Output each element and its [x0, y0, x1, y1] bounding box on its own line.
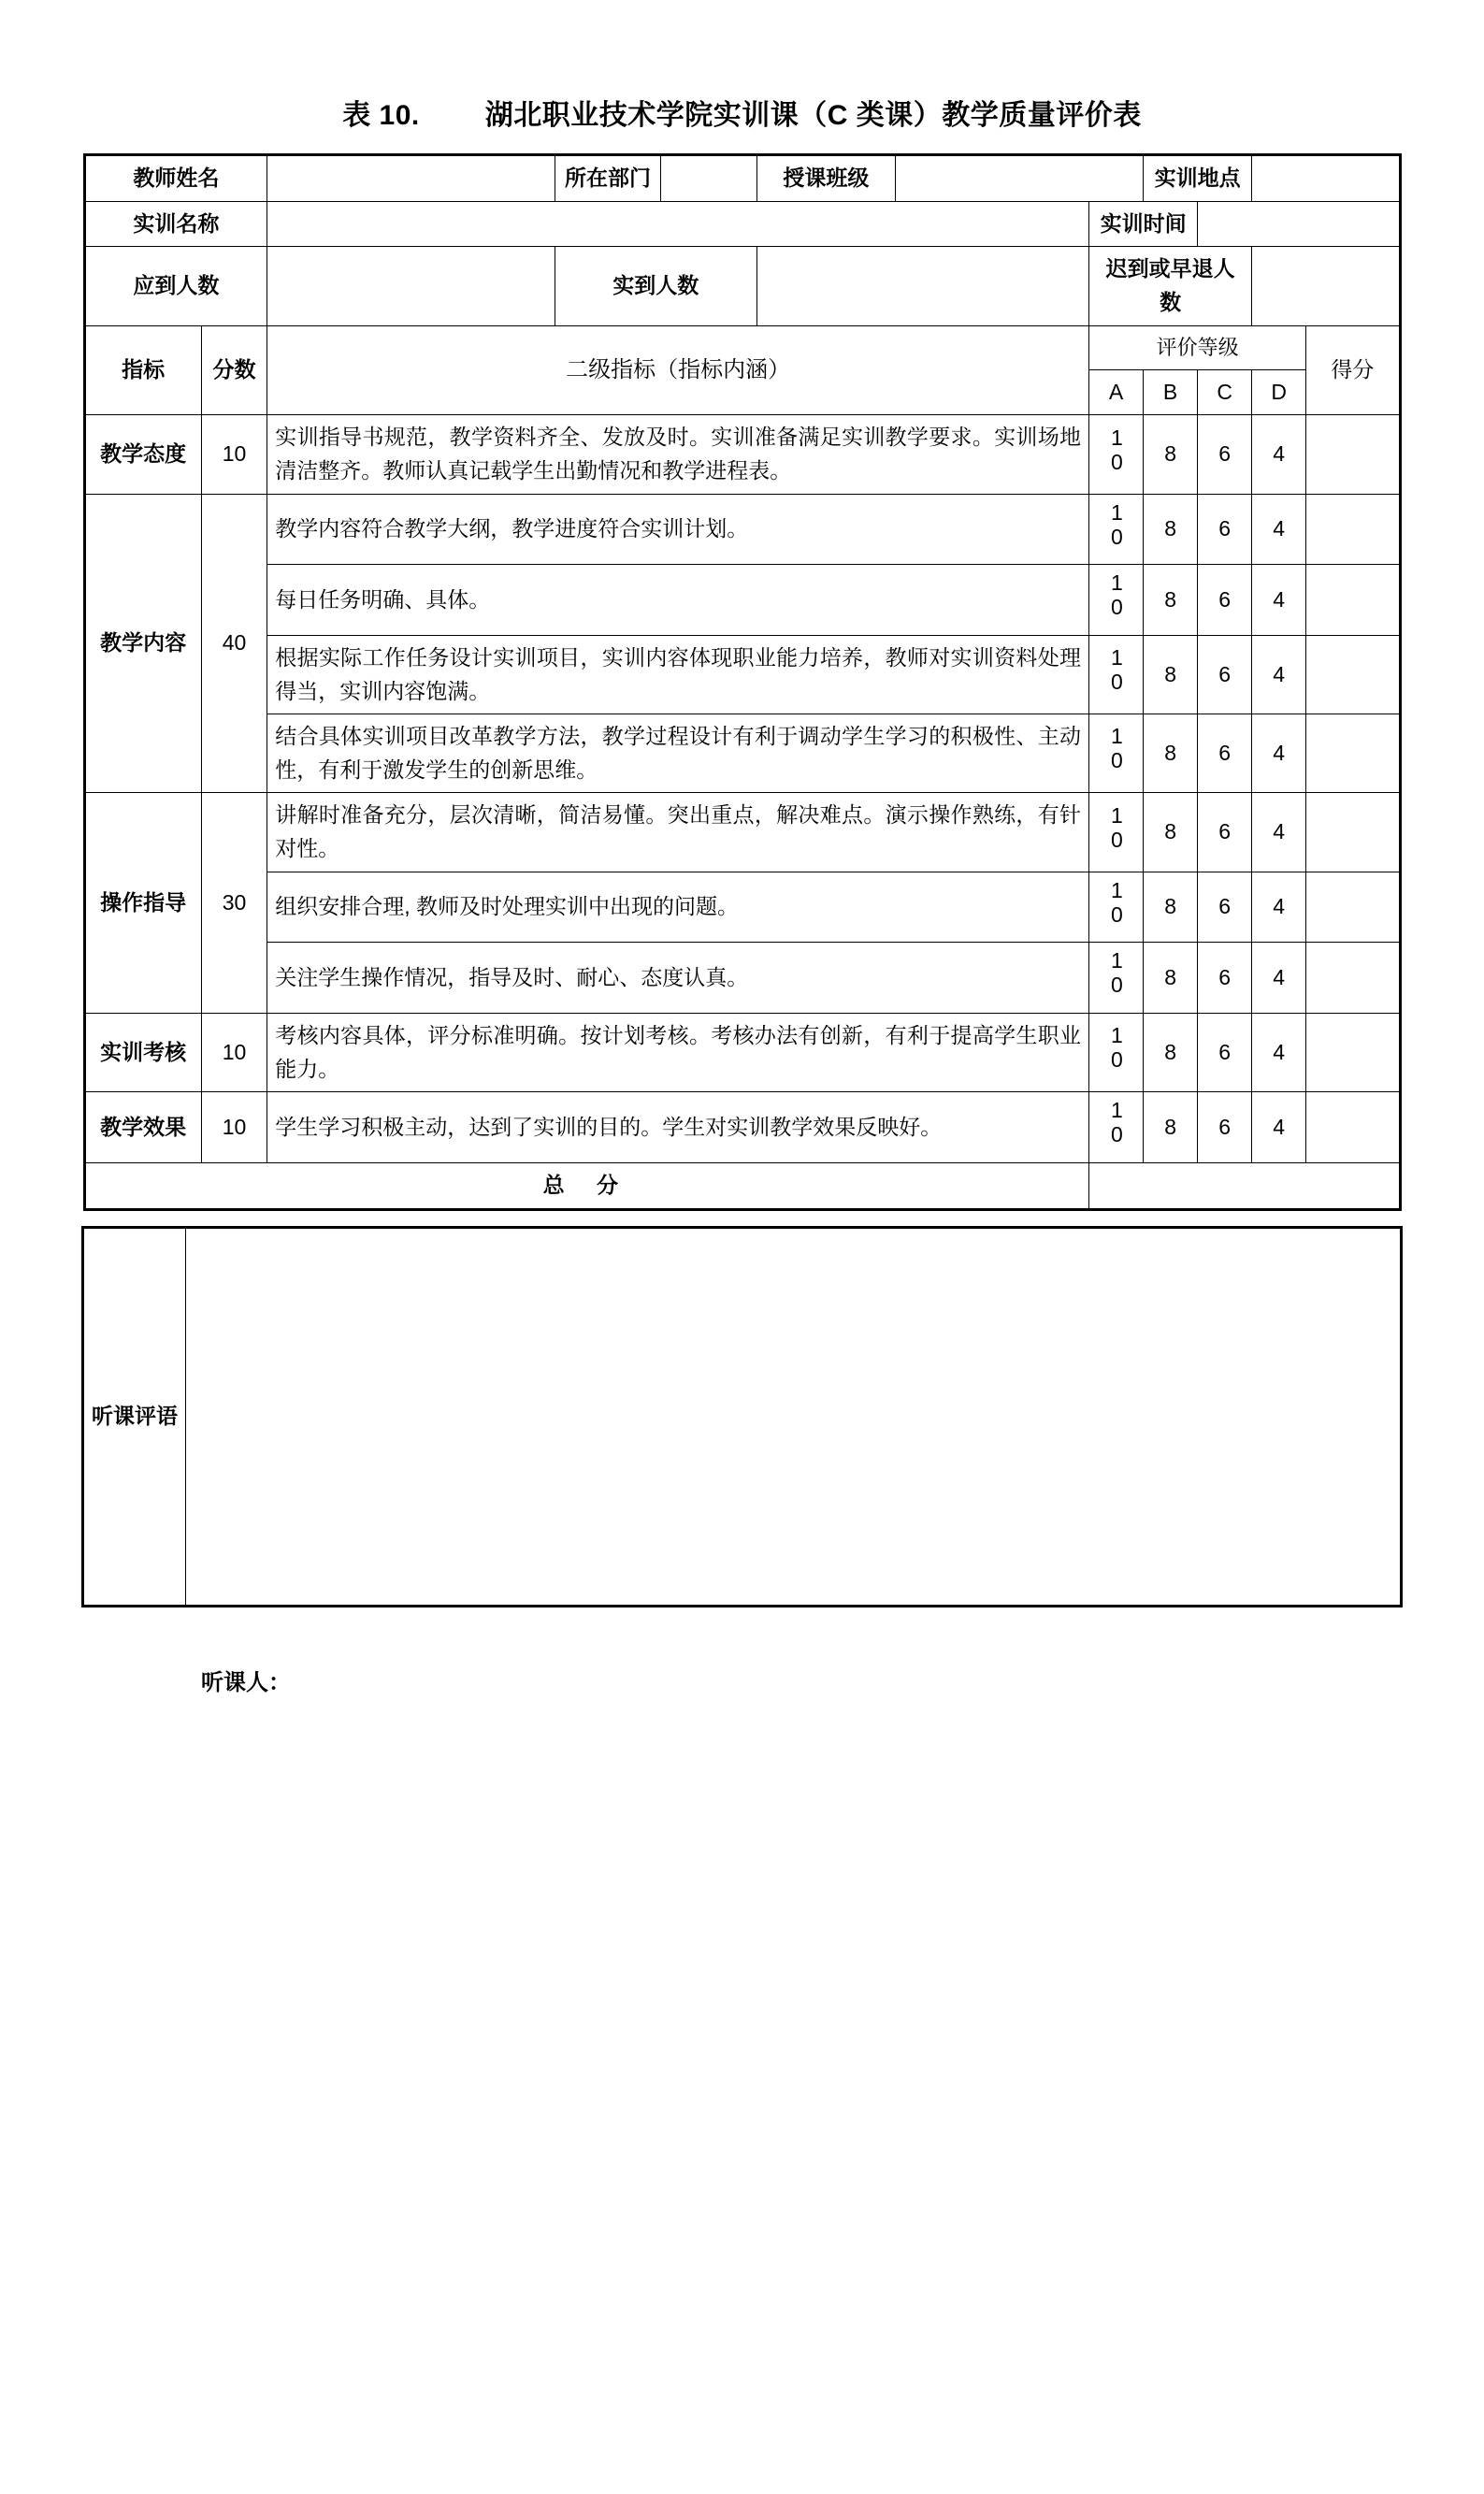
row-score: 10: [201, 415, 267, 494]
row-grade-d[interactable]: 4: [1252, 635, 1306, 714]
row-description: 学生学习积极主动，达到了实训的目的。学生对实训教学效果反映好。: [267, 1092, 1089, 1163]
row-description: 结合具体实训项目改革教学方法，教学过程设计有利于调动学生学习的积极性、主动性，有利于激发学生的创新思维。: [267, 714, 1089, 793]
row-grade-b[interactable]: 8: [1144, 943, 1198, 1014]
table-row: [84, 872, 1400, 943]
row-grade-c[interactable]: 6: [1198, 565, 1252, 636]
teacher-name-value[interactable]: [267, 155, 555, 202]
row-grade-c[interactable]: 6: [1198, 872, 1252, 943]
row-result[interactable]: [1306, 714, 1400, 793]
col-grade-c-header: C: [1198, 369, 1252, 415]
row-grade-d[interactable]: 4: [1252, 1092, 1306, 1163]
actual-count-value[interactable]: [756, 247, 1088, 325]
row-grade-a[interactable]: 10: [1089, 635, 1144, 714]
row-grade-a[interactable]: 10: [1089, 1092, 1144, 1163]
header-row-1: [84, 155, 1400, 202]
table-row: [84, 415, 1400, 494]
row-grade-a[interactable]: 10: [1089, 415, 1144, 494]
col-score-header: 分数: [201, 325, 267, 415]
row-grade-b[interactable]: 8: [1144, 872, 1198, 943]
col-grade-group-header: 评价等级: [1089, 325, 1306, 369]
row-grade-a[interactable]: 10: [1089, 494, 1144, 565]
class-value[interactable]: [895, 155, 1143, 202]
total-label: 总 分: [84, 1162, 1089, 1209]
row-description: 考核内容具体，评分标准明确。按计划考核。考核办法有创新，有利于提高学生职业能力。: [267, 1013, 1089, 1091]
col-indicator-header: 指标: [84, 325, 201, 415]
row-grade-d[interactable]: 4: [1252, 793, 1306, 872]
row-description: 实训指导书规范，教学资料齐全、发放及时。实训准备满足实训教学要求。实训场地清洁整齐。教师认真记载学生出勤情况和教学进程表。: [267, 415, 1089, 494]
class-label: 授课班级: [756, 155, 895, 202]
row-grade-c[interactable]: 6: [1198, 943, 1252, 1014]
late-count-label: 迟到或早退人数: [1089, 247, 1252, 325]
row-result[interactable]: [1306, 793, 1400, 872]
col-sub-indicator-header: 二级指标（指标内涵）: [267, 325, 1089, 415]
row-grade-a[interactable]: 10: [1089, 714, 1144, 793]
title-text: 湖北职业技术学院实训课（C 类课）教学质量评价表: [484, 100, 1142, 131]
row-grade-d[interactable]: 4: [1252, 494, 1306, 565]
row-description: 组织安排合理, 教师及时处理实训中出现的问题。: [267, 872, 1089, 943]
col-grade-b-header: B: [1144, 369, 1198, 415]
table-row: [84, 565, 1400, 636]
row-description: 每日任务明确、具体。: [267, 565, 1089, 636]
row-grade-c[interactable]: 6: [1198, 714, 1252, 793]
page-title: [0, 92, 1484, 133]
row-grade-d[interactable]: 4: [1252, 943, 1306, 1014]
row-grade-b[interactable]: 8: [1144, 793, 1198, 872]
row-grade-d[interactable]: 4: [1252, 415, 1306, 494]
table-row: [84, 1013, 1400, 1091]
table-row: [84, 494, 1400, 565]
row-grade-b[interactable]: 8: [1144, 635, 1198, 714]
training-name-label: 实训名称: [84, 201, 267, 247]
col-grade-d-header: D: [1252, 369, 1306, 415]
table-row: [84, 635, 1400, 714]
row-grade-b[interactable]: 8: [1144, 565, 1198, 636]
row-indicator: 实训考核: [84, 1013, 201, 1091]
comment-table: [81, 1226, 1403, 1607]
late-count-value[interactable]: [1252, 247, 1400, 325]
total-row: [84, 1162, 1400, 1209]
comment-input[interactable]: [186, 1227, 1402, 1606]
location-value[interactable]: [1252, 155, 1400, 202]
row-grade-b[interactable]: 8: [1144, 494, 1198, 565]
row-grade-d[interactable]: 4: [1252, 714, 1306, 793]
row-score: 10: [201, 1092, 267, 1163]
table-number: 表 10.: [342, 100, 420, 131]
comment-row: [83, 1227, 1402, 1606]
training-time-label: 实训时间: [1089, 201, 1198, 247]
department-label: 所在部门: [555, 155, 661, 202]
col-final-score-header: 得分: [1306, 325, 1400, 415]
row-indicator: 教学效果: [84, 1092, 201, 1163]
row-result[interactable]: [1306, 415, 1400, 494]
comment-label: 听课评语: [83, 1227, 186, 1606]
department-value[interactable]: [661, 155, 756, 202]
row-grade-a[interactable]: 10: [1089, 1013, 1144, 1091]
row-grade-b[interactable]: 8: [1144, 1013, 1198, 1091]
row-grade-c[interactable]: 6: [1198, 793, 1252, 872]
total-value[interactable]: [1089, 1162, 1400, 1209]
row-grade-d[interactable]: 4: [1252, 565, 1306, 636]
row-indicator: 教学内容: [84, 494, 201, 793]
row-description: 教学内容符合教学大纲，教学进度符合实训计划。: [267, 494, 1089, 565]
row-grade-c[interactable]: 6: [1198, 494, 1252, 565]
row-grade-d[interactable]: 4: [1252, 1013, 1306, 1091]
row-result[interactable]: [1306, 494, 1400, 565]
col-grade-a-header: A: [1089, 369, 1144, 415]
row-result[interactable]: [1306, 1013, 1400, 1091]
row-score: 30: [201, 793, 267, 1014]
row-grade-a[interactable]: 10: [1089, 565, 1144, 636]
column-header-row-1: [84, 325, 1400, 369]
row-score: 40: [201, 494, 267, 793]
row-result[interactable]: [1306, 1092, 1400, 1163]
training-name-value[interactable]: [267, 201, 1089, 247]
row-indicator: 教学态度: [84, 415, 201, 494]
header-row-3: [84, 247, 1400, 325]
row-grade-c[interactable]: 6: [1198, 1013, 1252, 1091]
row-grade-b[interactable]: 8: [1144, 415, 1198, 494]
row-result[interactable]: [1306, 872, 1400, 943]
location-label: 实训地点: [1144, 155, 1252, 202]
row-grade-c[interactable]: 6: [1198, 415, 1252, 494]
row-result[interactable]: [1306, 565, 1400, 636]
expected-count-label: 应到人数: [84, 247, 267, 325]
row-grade-a[interactable]: 10: [1089, 872, 1144, 943]
training-time-value[interactable]: [1198, 201, 1400, 247]
observer-label: 听课人：: [201, 1669, 291, 1695]
row-result[interactable]: [1306, 943, 1400, 1014]
header-row-2: [84, 201, 1400, 247]
row-description: 根据实际工作任务设计实训项目，实训内容体现职业能力培养，教师对实训资料处理得当，实训内容饱满。: [267, 635, 1089, 714]
teacher-name-label: 教师姓名: [84, 155, 267, 202]
row-grade-b[interactable]: 8: [1144, 1092, 1198, 1163]
table-row: [84, 793, 1400, 872]
actual-count-label: 实到人数: [555, 247, 756, 325]
row-grade-c[interactable]: 6: [1198, 635, 1252, 714]
row-grade-a[interactable]: 10: [1089, 943, 1144, 1014]
evaluation-table: [83, 153, 1402, 1211]
row-indicator: 操作指导: [84, 793, 201, 1014]
row-description: 关注学生操作情况，指导及时、耐心、态度认真。: [267, 943, 1089, 1014]
table-row: [84, 943, 1400, 1014]
row-grade-c[interactable]: 6: [1198, 1092, 1252, 1163]
expected-count-value[interactable]: [267, 247, 555, 325]
row-score: 10: [201, 1013, 267, 1091]
row-description: 讲解时准备充分，层次清晰，简洁易懂。突出重点，解决难点。演示操作熟练，有针对性。: [267, 793, 1089, 872]
row-grade-d[interactable]: 4: [1252, 872, 1306, 943]
row-grade-a[interactable]: 10: [1089, 793, 1144, 872]
evaluation-form-page: [0, 92, 1484, 2494]
table-row: [84, 1092, 1400, 1163]
row-grade-b[interactable]: 8: [1144, 714, 1198, 793]
table-row: [84, 714, 1400, 793]
row-result[interactable]: [1306, 635, 1400, 714]
